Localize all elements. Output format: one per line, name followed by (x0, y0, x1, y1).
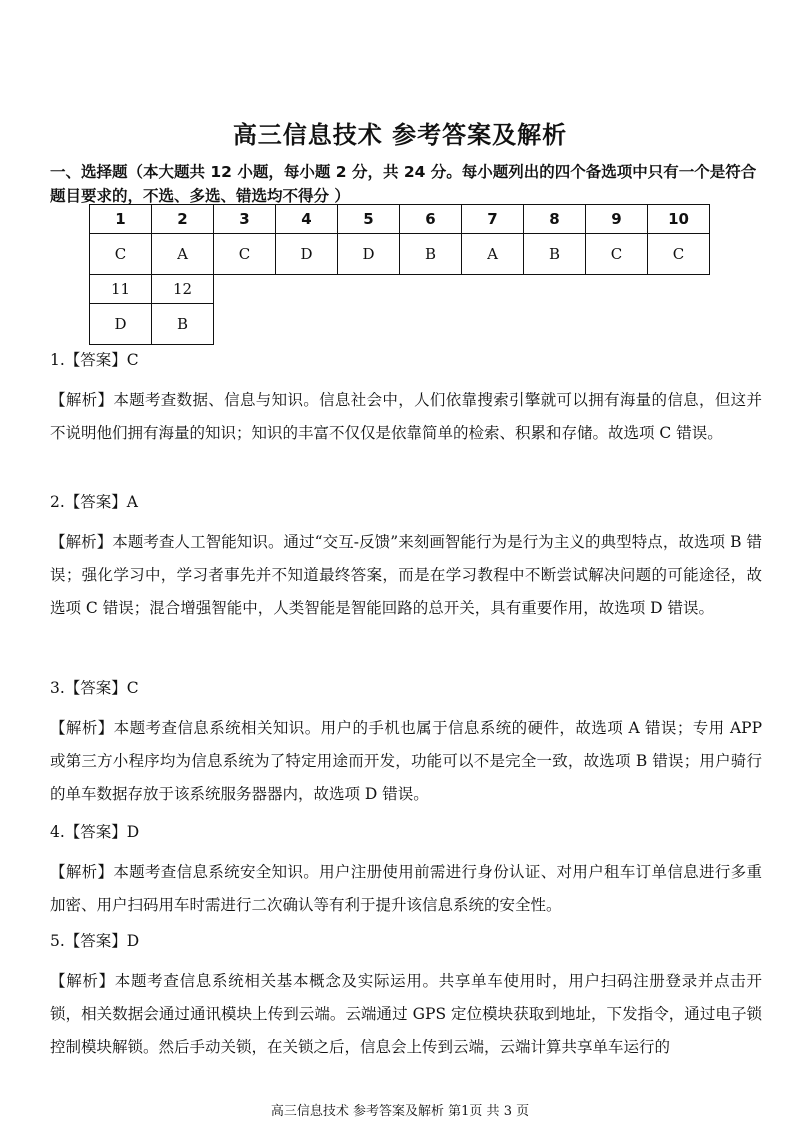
answer-table-number-row (90, 205, 710, 234)
question-number-cell: 5 (338, 205, 400, 234)
answer-cell: B (400, 234, 462, 275)
question-number-cell: 4 (276, 205, 338, 234)
explanation-text: 【解析】本题考查数据、信息与知识。信息社会中，人们依靠搜索引擎就可以拥有海量的信息，但这并不说明他们拥有海量的知识；知识的丰富不仅仅是依靠简单的检索、积累和存储。故选项 C 错误。 (50, 391, 762, 442)
question-block-3 (50, 676, 762, 811)
page-footer: 高三信息技术 参考答案及解析 第1页 共 3 页 (270, 1104, 530, 1119)
answer-cell: C (214, 234, 276, 275)
answer-line: 4.【答案】D (50, 823, 140, 841)
section-heading: 一、选择题（本大题共 12 小题，每小题 2 分，共 24 分。每小题列出的四个备选项中只有一个是符合题目要求的，不选、多选、错选均不得分 ） (50, 163, 757, 205)
answer-cell: D (338, 234, 400, 275)
answer-cell: D (90, 304, 152, 345)
answer-cell: C (90, 234, 152, 275)
explanation-text: 【解析】本题考查信息系统相关基本概念及实际运用。共享单车使用时，用户扫码注册登录并点击开锁，相关数据会通过通讯模块上传到云端。云端通过 GPS 定位模块获取到地址，下发指令，通过电子锁控制模块解锁。然后手动关锁，在关锁之后，信息会上传到云端，云端计算共享单车运行的 (50, 972, 762, 1056)
question-number-cell: 10 (648, 205, 710, 234)
answer-cell: A (462, 234, 524, 275)
answer-table-answer-row (90, 234, 710, 275)
question-block-4 (50, 820, 762, 922)
question-number-cell: 3 (214, 205, 276, 234)
empty-cell (214, 275, 710, 304)
question-number-cell: 12 (152, 275, 214, 304)
question-block-2 (50, 490, 762, 625)
question-number-cell: 2 (152, 205, 214, 234)
explanation-text: 【解析】本题考查人工智能知识。通过“交互-反馈”来刻画智能行为是行为主义的典型特点，故选项 B 错误；强化学习中，学习者事先并不知道最终答案，而是在学习教程中不断尝试解决问题的可能途径，故选项 C 错误；混合增强智能中，人类智能是智能回路的总开关，具有重要作用，故选项 D 错误。 (50, 533, 762, 617)
answer-line: 2.【答案】A (50, 493, 138, 511)
answer-line: 1.【答案】C (50, 351, 139, 369)
question-number-cell: 9 (586, 205, 648, 234)
answer-cell: B (524, 234, 586, 275)
empty-cell (214, 304, 710, 345)
explanation-text: 【解析】本题考查信息系统安全知识。用户注册使用前需进行身份认证、对用户租车订单信息进行多重加密、用户扫码用车时需进行二次确认等有利于提升该信息系统的安全性。 (50, 863, 762, 914)
answer-cell: A (152, 234, 214, 275)
answer-cell: C (648, 234, 710, 275)
answer-cell: D (276, 234, 338, 275)
answer-cell: B (152, 304, 214, 345)
question-number-cell: 7 (462, 205, 524, 234)
explanation-text: 【解析】本题考查信息系统相关知识。用户的手机也属于信息系统的硬件，故选项 A 错误；专用 APP 或第三方小程序均为信息系统为了特定用途而开发，功能可以不是完全一致，故选项 B 错误；用户骑行的单车数据存放于该系统服务器器内，故选项 D 错误。 (50, 719, 762, 803)
answer-line: 3.【答案】C (50, 679, 139, 697)
question-number-cell: 1 (90, 205, 152, 234)
question-number-cell: 8 (524, 205, 586, 234)
answer-table (89, 204, 710, 345)
question-number-cell: 6 (400, 205, 462, 234)
question-block-1 (50, 348, 762, 450)
question-block-5 (50, 929, 762, 1064)
answer-table-answer-row-2 (90, 304, 710, 345)
page-title: 高三信息技术 参考答案及解析 (232, 121, 568, 149)
answer-cell: C (586, 234, 648, 275)
answer-table-number-row-2 (90, 275, 710, 304)
question-number-cell: 11 (90, 275, 152, 304)
answer-line: 5.【答案】D (50, 932, 140, 950)
